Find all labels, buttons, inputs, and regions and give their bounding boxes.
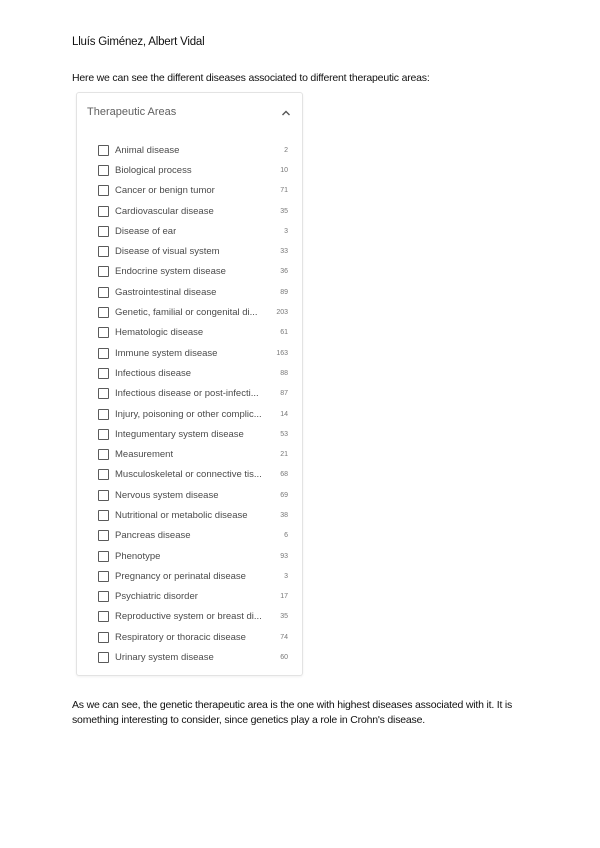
filter-option-count: 163	[276, 349, 288, 357]
checkbox[interactable]	[98, 287, 109, 298]
filter-option-label: Cancer or benign tumor	[115, 185, 215, 197]
filter-option[interactable]	[98, 424, 288, 444]
checkbox[interactable]	[98, 266, 109, 277]
filter-option[interactable]	[98, 647, 288, 667]
checkbox[interactable]	[98, 571, 109, 582]
filter-option[interactable]	[98, 546, 288, 566]
filter-option[interactable]	[98, 587, 288, 607]
filter-option-count: 203	[276, 309, 288, 317]
checkbox[interactable]	[98, 145, 109, 156]
checkbox[interactable]	[98, 307, 109, 318]
filter-option-count: 69	[280, 491, 288, 499]
filter-option-count: 68	[280, 471, 288, 479]
filter-option-label: Animal disease	[115, 144, 180, 156]
filter-option-count: 17	[280, 593, 288, 601]
checkbox[interactable]	[98, 409, 109, 420]
conclusion-paragraph: As we can see, the genetic therapeutic area is the one with highest diseases associated with it. It is something interesting to consider, since genetics play a role in Crohn's disease.	[72, 699, 513, 726]
filter-option[interactable]	[98, 627, 288, 647]
filter-option[interactable]	[98, 465, 288, 485]
filter-option-list	[98, 140, 288, 668]
filter-option-label: Infectious disease or post-infecti...	[115, 388, 259, 400]
filter-option-label: Endocrine system disease	[115, 266, 226, 278]
filter-option[interactable]	[98, 323, 288, 343]
filter-option-count: 88	[280, 369, 288, 377]
checkbox[interactable]	[98, 327, 109, 338]
filter-option[interactable]	[98, 526, 288, 546]
filter-option-count: 2	[284, 146, 288, 154]
filter-option-label: Integumentary system disease	[115, 428, 244, 440]
checkbox[interactable]	[98, 611, 109, 622]
checkbox[interactable]	[98, 632, 109, 643]
checkbox[interactable]	[98, 449, 109, 460]
filter-option[interactable]	[98, 404, 288, 424]
filter-option-label: Reproductive system or breast di...	[115, 611, 262, 623]
filter-option-label: Pancreas disease	[115, 530, 191, 542]
filter-option-count: 93	[280, 552, 288, 560]
filter-option-count: 36	[280, 268, 288, 276]
checkbox[interactable]	[98, 652, 109, 663]
filter-option-count: 3	[284, 572, 288, 580]
author-line: Lluís Giménez, Albert Vidal	[72, 36, 205, 48]
filter-option-label: Respiratory or thoracic disease	[115, 631, 246, 643]
filter-option-label: Phenotype	[115, 550, 161, 562]
filter-option[interactable]	[98, 384, 288, 404]
filter-option-count: 60	[280, 654, 288, 662]
filter-option-label: Genetic, familial or congenital di...	[115, 307, 258, 319]
filter-option-label: Pregnancy or perinatal disease	[115, 570, 246, 582]
checkbox[interactable]	[98, 185, 109, 196]
filter-option-label: Disease of ear	[115, 225, 177, 237]
checkbox[interactable]	[98, 165, 109, 176]
filter-option-label: Disease of visual system	[115, 246, 220, 258]
checkbox[interactable]	[98, 591, 109, 602]
filter-option-count: 53	[280, 430, 288, 438]
checkbox[interactable]	[98, 246, 109, 257]
filter-option-label: Cardiovascular disease	[115, 205, 214, 217]
filter-option-count: 71	[280, 187, 288, 195]
checkbox[interactable]	[98, 551, 109, 562]
filter-option-count: 61	[280, 329, 288, 337]
filter-option-label: Measurement	[115, 449, 174, 461]
filter-option[interactable]	[98, 221, 288, 241]
checkbox[interactable]	[98, 388, 109, 399]
filter-option-count: 14	[280, 410, 288, 418]
filter-option-count: 21	[280, 451, 288, 459]
filter-option[interactable]	[98, 160, 288, 180]
filter-option[interactable]	[98, 607, 288, 627]
filter-option[interactable]	[98, 181, 288, 201]
filter-option-label: Musculoskeletal or connective tis...	[115, 469, 262, 481]
filter-panel-header[interactable]	[87, 106, 294, 122]
filter-option[interactable]	[98, 444, 288, 464]
filter-option-label: Infectious disease	[115, 367, 192, 379]
filter-option-count: 87	[280, 390, 288, 398]
filter-option-count: 74	[280, 633, 288, 641]
filter-option[interactable]	[98, 363, 288, 383]
filter-option-label: Injury, poisoning or other complic...	[115, 408, 262, 420]
filter-option-label: Hematologic disease	[115, 327, 204, 339]
intro-paragraph: Here we can see the different diseases associated to different therapeutic areas:	[72, 72, 430, 84]
filter-option[interactable]	[98, 566, 288, 586]
filter-option-label: Nervous system disease	[115, 489, 219, 501]
filter-option-count: 38	[280, 511, 288, 519]
filter-option-label: Urinary system disease	[115, 652, 214, 664]
filter-option[interactable]	[98, 262, 288, 282]
checkbox[interactable]	[98, 368, 109, 379]
filter-option-label: Psychiatric disorder	[115, 591, 198, 603]
checkbox[interactable]	[98, 490, 109, 501]
filter-option[interactable]	[98, 241, 288, 261]
therapeutic-areas-filter-panel	[76, 92, 303, 676]
filter-option-label: Immune system disease	[115, 347, 218, 359]
filter-option[interactable]	[98, 140, 288, 160]
filter-option[interactable]	[98, 505, 288, 525]
checkbox[interactable]	[98, 469, 109, 480]
filter-option[interactable]	[98, 201, 288, 221]
filter-option[interactable]	[98, 343, 288, 363]
checkbox[interactable]	[98, 348, 109, 359]
filter-option-count: 6	[284, 532, 288, 540]
filter-option-label: Biological process	[115, 164, 192, 176]
filter-option-count: 35	[280, 613, 288, 621]
filter-option-label: Gastrointestinal disease	[115, 286, 217, 298]
filter-option-count: 89	[280, 288, 288, 296]
filter-option[interactable]	[98, 282, 288, 302]
filter-option-count: 10	[280, 166, 288, 174]
chevron-up-icon[interactable]	[280, 107, 292, 119]
filter-option-count: 33	[280, 248, 288, 256]
filter-option-count: 3	[284, 227, 288, 235]
checkbox[interactable]	[98, 510, 109, 521]
checkbox[interactable]	[98, 206, 109, 217]
filter-option[interactable]	[98, 302, 288, 322]
checkbox[interactable]	[98, 429, 109, 440]
filter-option-count: 35	[280, 207, 288, 215]
checkbox[interactable]	[98, 530, 109, 541]
checkbox[interactable]	[98, 226, 109, 237]
filter-option[interactable]	[98, 485, 288, 505]
filter-option-label: Nutritional or metabolic disease	[115, 509, 248, 521]
filter-panel-title: Therapeutic Areas	[87, 106, 177, 118]
